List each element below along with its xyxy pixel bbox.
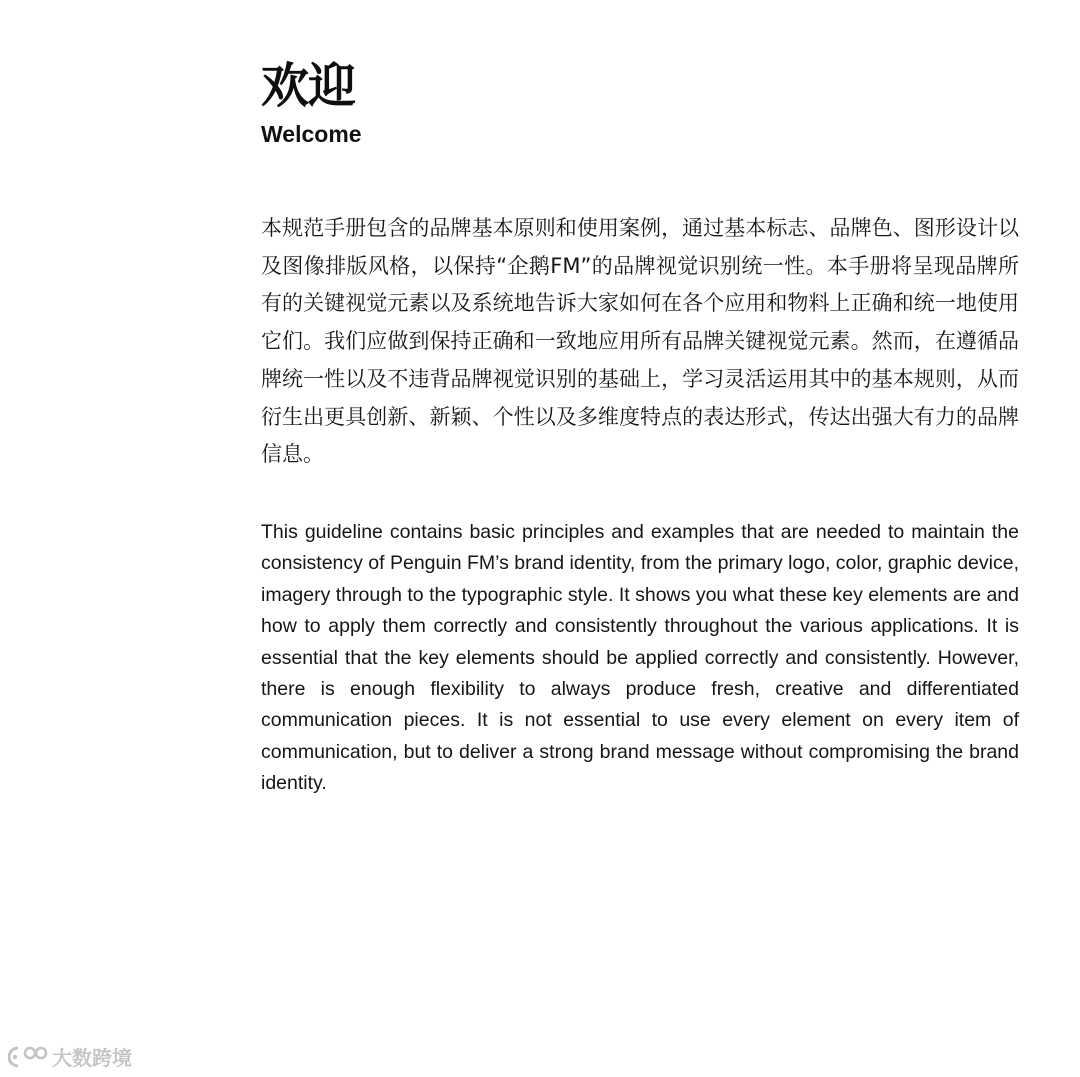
- intro-paragraph-english: This guideline contains basic principles and examples that are needed to maintain the consistency of Penguin FM’s brand identity, from the primary logo, color, graphic device, imagery through to the typographic style. It shows you what these key elements are and how to apply them correctly and consistently throughout the various applications. It is essential that the key elements should be applied correctly and consistently. However, there is enough flexibility to always produce fresh, creative and differentiated communication pieces. It is not essential to use every element on every item of communication, but to deliver a strong brand message without compromising the brand identity.: [261, 520, 1019, 795]
- page-title-chinese: 欢迎: [261, 58, 356, 114]
- watermark-text: 大数跨境: [52, 1046, 132, 1070]
- intro-paragraph-chinese: 本规范手册包含的品牌基本原则和使用案例，通过基本标志、品牌色、图形设计以及图像排版风格，以保持“企鹅FM”的品牌视觉识别统一性。本手册将呈现品牌所有的关键视觉元素以及系统地告诉大家如何在各个应用和物料上正确和统一地使用它们。我们应做到保持正确和一致地应用所有品牌关键视觉元素。然而，在遵循品牌统一性以及不违背品牌视觉识别的基础上，学习灵活运用其中的基本规则，从而衍生出更具创新、新颖、个性以及多维度特点的表达形式，传达出强大有力的品牌信息。: [261, 216, 1019, 467]
- watermark: [8, 1042, 132, 1071]
- brand-logo-icon: [8, 1045, 48, 1069]
- page-content: [261, 56, 1019, 800]
- page-title-english: Welcome: [261, 121, 362, 147]
